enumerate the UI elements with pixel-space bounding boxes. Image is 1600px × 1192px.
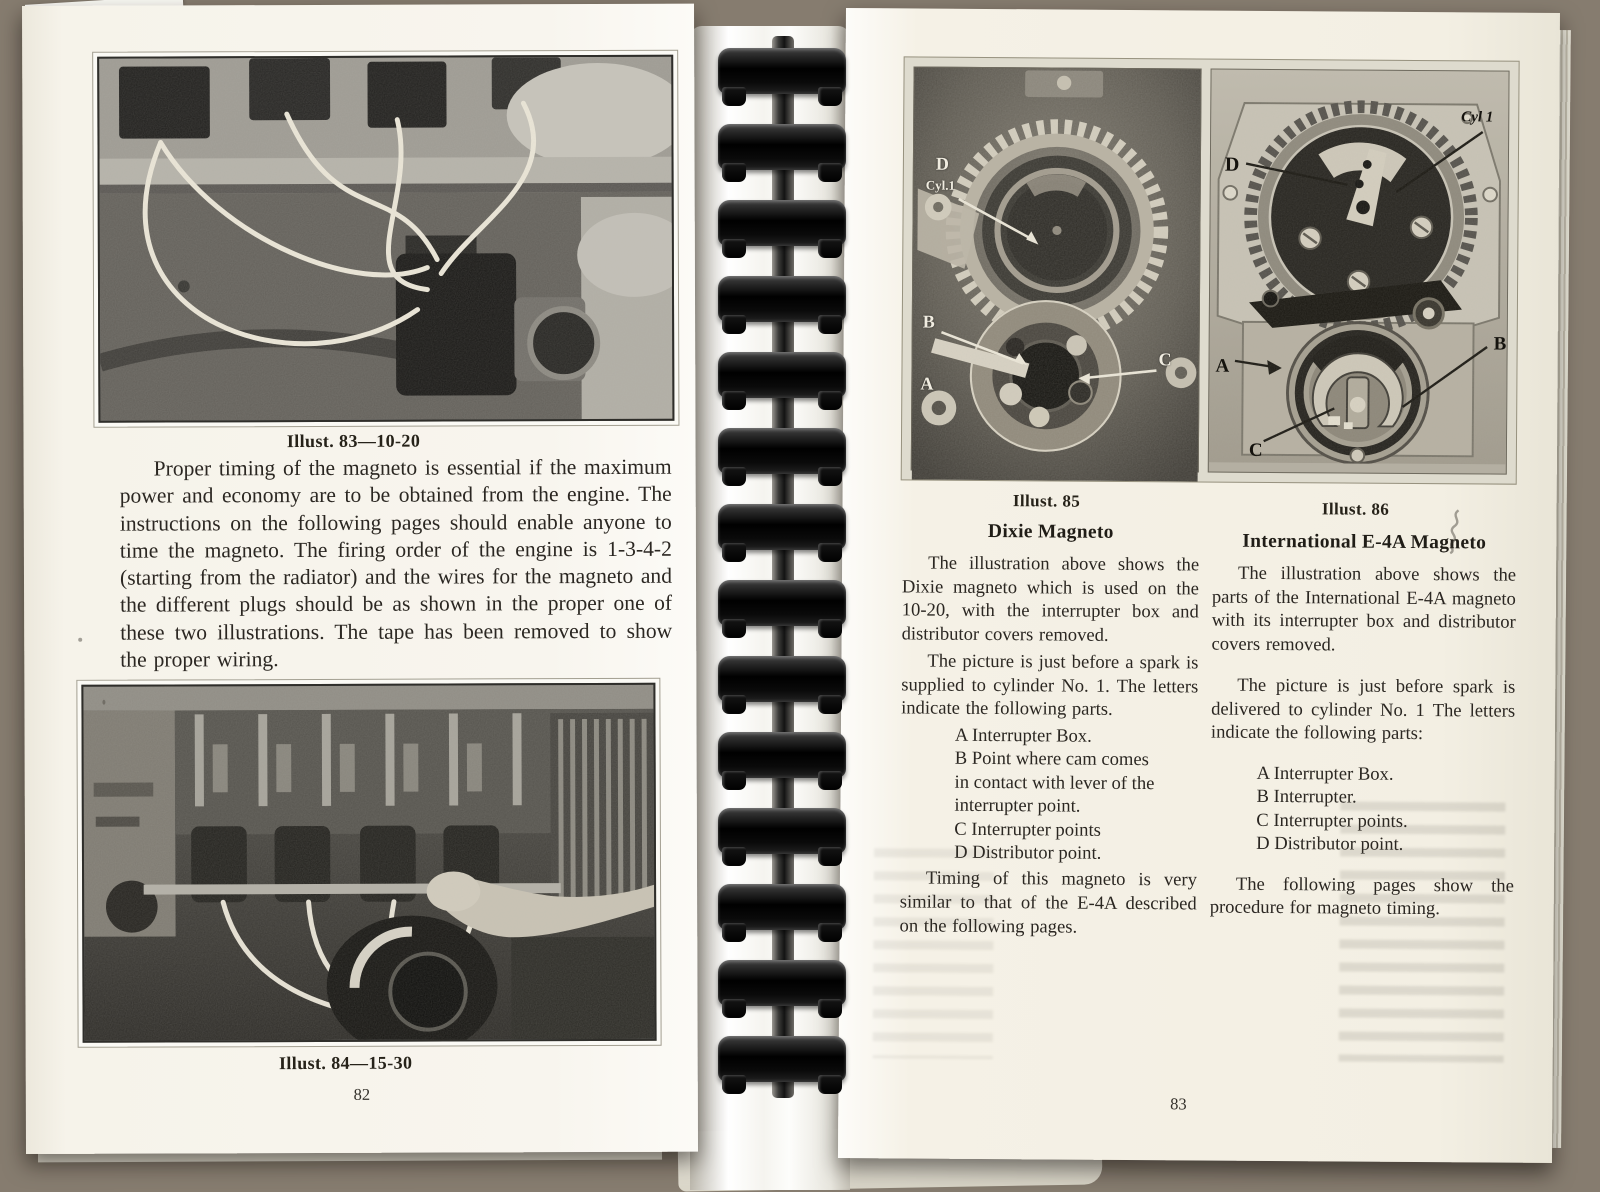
e4a-heading: International E-4A Magneto [1242, 530, 1487, 554]
dixie-para-3: Timing of this magneto is very similar to that of the E-4A described on the following pages. [899, 867, 1197, 938]
e4a-magneto-photo-svg [1209, 70, 1509, 465]
dixie-part-b: B Point where cam comes in contact with lever of the interrupter point. [954, 748, 1155, 817]
caption-illust-84: Illust. 84—15-30 [278, 1052, 413, 1074]
engine-hand-photo-svg [83, 685, 654, 1041]
caption-illust-85: Illust. 85 [1012, 491, 1081, 511]
photo-illust-84 [76, 678, 661, 1048]
photo-illust-83-image [97, 55, 674, 423]
dixie-parts-list [954, 724, 1167, 866]
engine-magneto-photo-svg [99, 57, 672, 421]
label-85-c: C [1158, 349, 1172, 370]
bleed-through-text [1339, 801, 1506, 1062]
e4a-part-b: B Interrupter. [1256, 786, 1357, 808]
photo-illust-84-image [81, 683, 656, 1043]
dixie-para-2: The picture is just before a spark is supplied to cylinder No. 1. The letters indicate the following parts. [901, 650, 1199, 721]
e4a-para-1: The illustration above shows the parts of the International E-4A magneto with its interrupter box and distributor covers removed. [1211, 562, 1517, 656]
e4a-para-3: The following pages show the procedure for magneto timing. [1209, 873, 1514, 920]
ink-speck [78, 638, 82, 642]
dixie-magneto-photo-svg [912, 67, 1201, 481]
label-85-b: B [922, 311, 935, 332]
e4a-part-c: C Interrupter points. [1256, 809, 1408, 832]
label-86-c: C [1248, 439, 1263, 461]
page-number-82: 82 [353, 1084, 371, 1104]
main-paragraph: Proper timing of the magneto is essential if the maximum power and economy are to be obtained from the engine. The instructions on the following pages should enable anyone to time the magneto. The firing order of the engine is 1-3-4-2 (starting from the radiator) and the wires for the magneto and the different plugs should be as shown in the proper one of these two illustrations. The tape has been removed to show the proper wiring. [119, 454, 673, 672]
comb-spine-bar [772, 36, 794, 1098]
e4a-part-a: A Interrupter Box. [1256, 762, 1394, 785]
ink-smudge [1438, 508, 1468, 554]
ink-speck [102, 700, 105, 705]
label-86-cyl1: Cyl 1 [1461, 109, 1494, 126]
label-86-d: D [1224, 153, 1240, 176]
right-page [838, 8, 1560, 1163]
label-86-b: B [1493, 333, 1507, 355]
photo-illust-85 [911, 66, 1202, 472]
bleed-through-text [873, 848, 994, 1059]
page-number-83: 83 [1170, 1094, 1187, 1114]
label-86-a: A [1215, 355, 1230, 377]
dixie-part-a: A Interrupter Box. [954, 724, 1092, 747]
dixie-part-c: C Interrupter points [954, 818, 1101, 841]
book-spine [690, 26, 850, 1190]
photo-illust-86 [1208, 69, 1510, 475]
e4a-part-d: D Distributor point. [1256, 833, 1404, 856]
label-85-a: A [920, 373, 934, 394]
left-page [22, 4, 698, 1154]
dixie-part-d: D Distributor point. [954, 841, 1102, 864]
illustration-block [901, 56, 1520, 484]
dixie-para-1: The illustration above shows the Dixie magneto which is used on the 10-20, with the interrupter box and distributor covers removed. [901, 552, 1200, 646]
e4a-para-2: The picture is just before spark is delivered to cylinder No. 1 The letters indicate the following parts: [1210, 674, 1516, 745]
caption-illust-86: Illust. 86 [1321, 499, 1390, 519]
dixie-heading: Dixie Magneto [987, 521, 1114, 543]
photo-illust-83 [92, 50, 679, 428]
label-85-d: D [935, 153, 949, 174]
caption-illust-83: Illust. 83—10-20 [286, 430, 421, 452]
label-85-cyl1: Cyl.1 [925, 177, 956, 193]
